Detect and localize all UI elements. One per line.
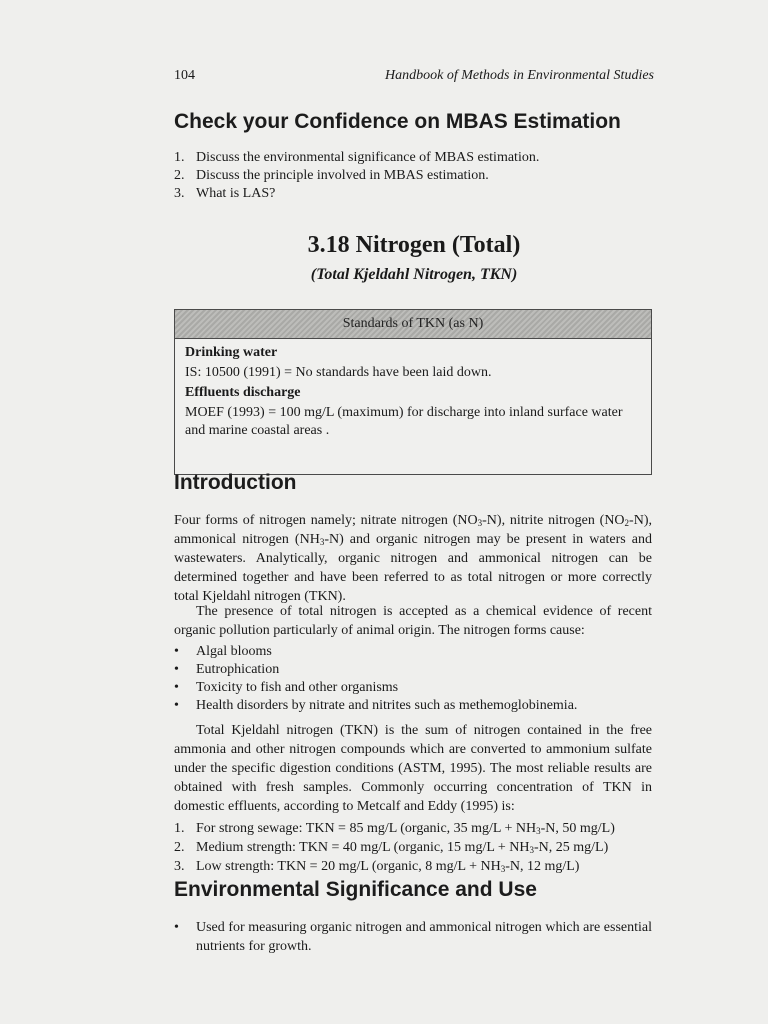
list-item: 2. Medium strength: TKN = 40 mg/L (organic, 15 $mg/L + NH_3-N$, 25 mg/L) bbox=[174, 840, 609, 855]
significance-heading: Environmental Significance and Use bbox=[174, 878, 537, 901]
list-item: 3. What is LAS? bbox=[174, 186, 276, 201]
confidence-question-list bbox=[174, 149, 654, 203]
introduction-heading: Introduction bbox=[174, 471, 297, 494]
page-number: 104 bbox=[174, 68, 195, 83]
effluents-text: MOEF (1993) = 100 mg/L (maximum) for discharge into inland surface water and marine coastal areas . bbox=[185, 405, 623, 438]
list-item: • Algal blooms bbox=[174, 644, 272, 659]
nitrogen-effects-list bbox=[174, 643, 652, 715]
standards-box-header: Standards of TKN (as N) bbox=[175, 310, 651, 339]
list-item: • Toxicity to fish and other organisms bbox=[174, 680, 399, 695]
standards-box-body bbox=[175, 339, 651, 440]
list-item: • Used for measuring organic nitrogen and ammonical nitrogen which are essential nutrients for growth. bbox=[174, 920, 652, 954]
drinking-water-label: Drinking water bbox=[185, 345, 278, 360]
running-head bbox=[174, 68, 654, 90]
book-title: Handbook of Methods in Environmental Studies bbox=[385, 68, 654, 83]
intro-paragraph-2: The presence of total nitrogen is accepted as a chemical evidence of recent organic pollution particularly of animal origin. The nitrogen forms cause: bbox=[174, 604, 652, 638]
list-item: 1. For strong sewage: TKN = 85 mg/L (organic, 35 $mg/L + NH_3-N$, 50 mg/L) bbox=[174, 821, 615, 836]
drinking-water-text: IS: 10500 (1991) = No standards have been laid down. bbox=[185, 365, 492, 380]
standards-box bbox=[174, 309, 652, 475]
section-title: 3.18 Nitrogen (Total) bbox=[307, 232, 521, 258]
sewage-strength-list bbox=[174, 819, 654, 876]
list-item: • Health disorders by nitrate and nitrites such as methemoglobinemia. bbox=[174, 698, 578, 713]
list-item: 1. Discuss the environmental significance of MBAS estimation. bbox=[174, 150, 540, 165]
effluents-label: Effluents discharge bbox=[185, 385, 301, 400]
section-subtitle: (Total Kjeldahl Nitrogen, TKN) bbox=[310, 266, 518, 283]
significance-list bbox=[174, 918, 652, 956]
list-item: 2. Discuss the principle involved in MBAS estimation. bbox=[174, 168, 489, 183]
confidence-heading: Check your Confidence on MBAS Estimation bbox=[174, 110, 621, 133]
list-item: • Eutrophication bbox=[174, 662, 280, 677]
intro-paragraph-1: Four forms of nitrogen namely; nitrate nitrogen $(NO_3-N)$, nitrite nitrogen $(NO_2-N)$, ammonical nitrogen $(NH_3-N)$ and organic nitrogen may be present in waters and wastewaters. Analytically, organic nitrogen and ammonical nitrogen can be determined together and have been referred to as total nitrogen or more correctly total Kjeldahl nitrogen (TKN). bbox=[174, 513, 652, 604]
list-item: 3. Low strength: TKN = 20 mg/L (organic, 8 $mg/L + NH_3-N$, 12 mg/L) bbox=[174, 859, 580, 874]
intro-paragraph-3: Total Kjeldahl nitrogen (TKN) is the sum of nitrogen contained in the free ammonia and other nitrogen compounds which are converted to ammonium sulfate under the specific digestion conditions (ASTM, 1995). The most reliable results are obtained with fresh samples. Commonly occurring concentration of TKN in domestic effluents, according to Metcalf and Eddy (1995) is: bbox=[174, 723, 652, 814]
